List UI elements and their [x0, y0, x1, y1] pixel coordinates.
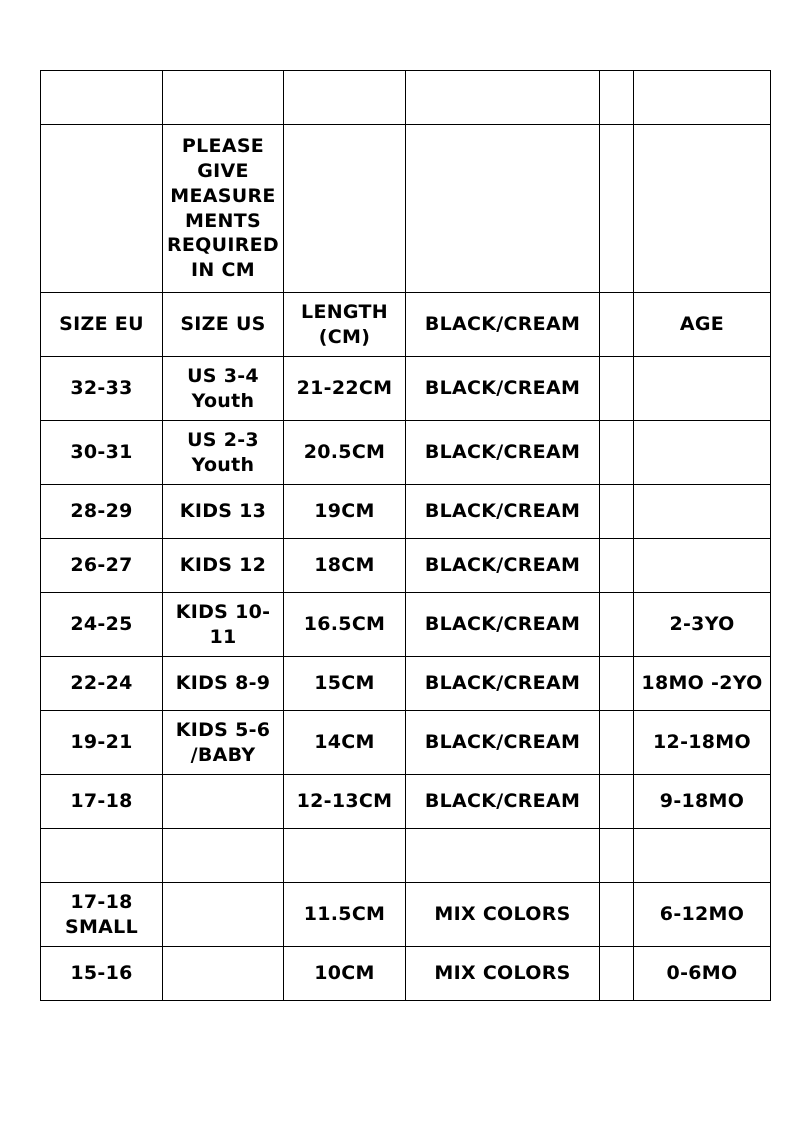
empty-cell [600, 421, 634, 485]
empty-cell [634, 829, 771, 883]
empty-cell [163, 829, 284, 883]
size-us-cell: KIDS 13 [163, 485, 284, 539]
size-us-cell: KIDS 8-9 [163, 657, 284, 711]
length-cell: 16.5CM [284, 593, 406, 657]
size-us-cell: KIDS 12 [163, 539, 284, 593]
table-row [41, 947, 771, 1001]
measurement-note: PLEASE GIVE MEASURE MENTS REQUIRED IN CM [163, 125, 284, 293]
length-cell: 11.5CM [284, 883, 406, 947]
age-cell: 2-3YO [634, 593, 771, 657]
length-cell: 14CM [284, 711, 406, 775]
color-cell: BLACK/CREAM [406, 657, 600, 711]
empty-cell [600, 947, 634, 1001]
empty-cell [41, 125, 163, 293]
length-cell: 19CM [284, 485, 406, 539]
empty-cell [600, 293, 634, 357]
size-eu-cell: 26-27 [41, 539, 163, 593]
header-color: BLACK/CREAM [406, 293, 600, 357]
length-cell: 12-13CM [284, 775, 406, 829]
color-cell: BLACK/CREAM [406, 593, 600, 657]
empty-cell [41, 829, 163, 883]
color-cell: MIX COLORS [406, 947, 600, 1001]
empty-cell [406, 125, 600, 293]
length-cell: 20.5CM [284, 421, 406, 485]
table-row [41, 357, 771, 421]
size-us-cell: KIDS 10-11 [163, 593, 284, 657]
size-eu-cell: 17-18 SMALL [41, 883, 163, 947]
table-row [41, 539, 771, 593]
table-row [41, 125, 771, 293]
empty-cell [600, 125, 634, 293]
empty-cell [41, 71, 163, 125]
table-row [41, 71, 771, 125]
empty-cell [163, 71, 284, 125]
empty-cell [600, 539, 634, 593]
header-size-us: SIZE US [163, 293, 284, 357]
empty-cell [284, 71, 406, 125]
size-us-cell [163, 775, 284, 829]
empty-cell [600, 775, 634, 829]
size-us-cell: US 3-4 Youth [163, 357, 284, 421]
color-cell: BLACK/CREAM [406, 711, 600, 775]
color-cell: BLACK/CREAM [406, 357, 600, 421]
empty-cell [284, 829, 406, 883]
color-cell: BLACK/CREAM [406, 421, 600, 485]
size-us-cell [163, 947, 284, 1001]
length-cell: 15CM [284, 657, 406, 711]
length-cell: 18CM [284, 539, 406, 593]
empty-cell [634, 125, 771, 293]
table-row [41, 883, 771, 947]
size-eu-cell: 22-24 [41, 657, 163, 711]
size-eu-cell: 17-18 [41, 775, 163, 829]
age-cell: 6-12MO [634, 883, 771, 947]
size-us-cell: US 2-3 Youth [163, 421, 284, 485]
size-eu-cell: 24-25 [41, 593, 163, 657]
table-row [41, 485, 771, 539]
table-row [41, 775, 771, 829]
empty-cell [600, 71, 634, 125]
age-cell: 12-18MO [634, 711, 771, 775]
size-eu-cell: 32-33 [41, 357, 163, 421]
age-cell [634, 357, 771, 421]
size-chart-table [40, 70, 771, 1001]
header-length: LENGTH (CM) [284, 293, 406, 357]
size-eu-cell: 28-29 [41, 485, 163, 539]
age-cell: 0-6MO [634, 947, 771, 1001]
age-cell: 9-18MO [634, 775, 771, 829]
age-cell [634, 485, 771, 539]
empty-cell [406, 71, 600, 125]
header-row [41, 293, 771, 357]
table-row [41, 593, 771, 657]
length-cell: 21-22CM [284, 357, 406, 421]
empty-cell [284, 125, 406, 293]
empty-cell [600, 485, 634, 539]
size-us-cell [163, 883, 284, 947]
empty-cell [600, 357, 634, 421]
length-cell: 10CM [284, 947, 406, 1001]
color-cell: MIX COLORS [406, 883, 600, 947]
empty-cell [406, 829, 600, 883]
empty-cell [600, 883, 634, 947]
empty-cell [634, 71, 771, 125]
empty-cell [600, 829, 634, 883]
table-row [41, 829, 771, 883]
empty-cell [600, 593, 634, 657]
color-cell: BLACK/CREAM [406, 775, 600, 829]
age-cell: 18MO -2YO [634, 657, 771, 711]
age-cell [634, 421, 771, 485]
empty-cell [600, 711, 634, 775]
empty-cell [600, 657, 634, 711]
table-row [41, 657, 771, 711]
table-row [41, 711, 771, 775]
age-cell [634, 539, 771, 593]
color-cell: BLACK/CREAM [406, 485, 600, 539]
table-row [41, 421, 771, 485]
header-age: AGE [634, 293, 771, 357]
header-size-eu: SIZE EU [41, 293, 163, 357]
size-us-cell: KIDS 5-6 /BABY [163, 711, 284, 775]
size-eu-cell: 15-16 [41, 947, 163, 1001]
color-cell: BLACK/CREAM [406, 539, 600, 593]
size-eu-cell: 30-31 [41, 421, 163, 485]
size-eu-cell: 19-21 [41, 711, 163, 775]
